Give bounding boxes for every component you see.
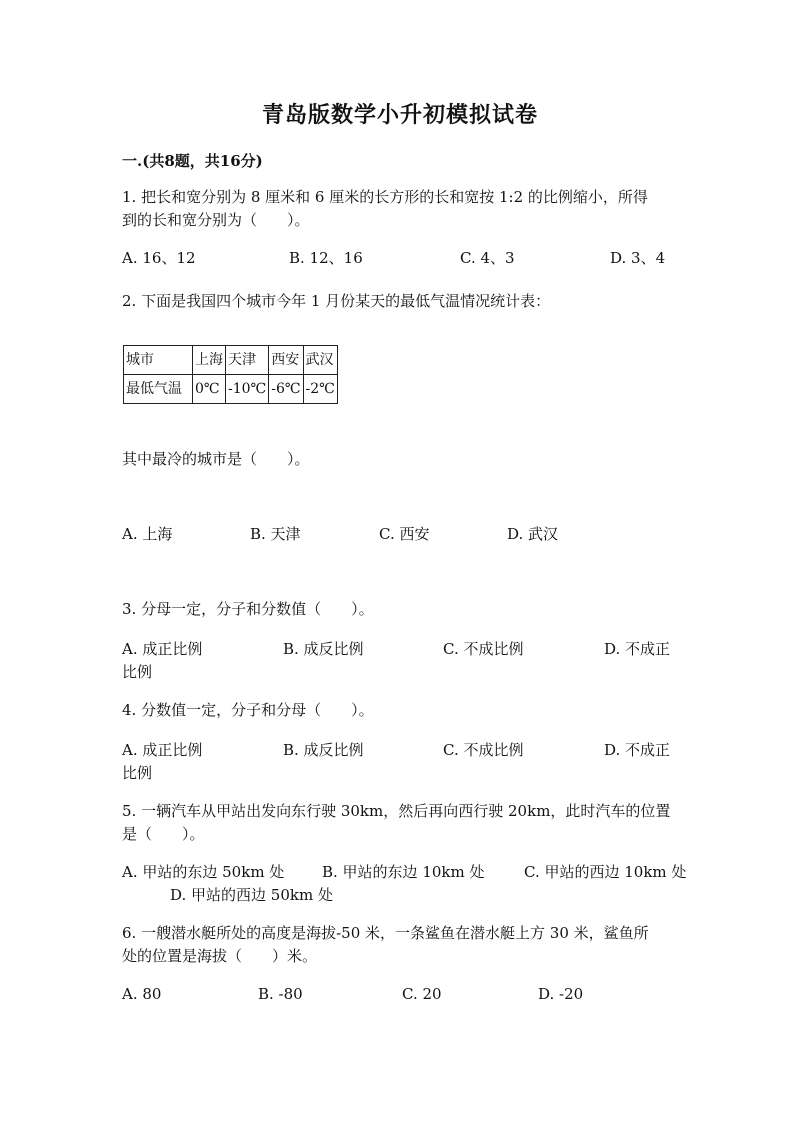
question-5-line-1: 5. 一辆汽车从甲站出发向东行驶 30km，然后再向西行驶 20km，此时汽车的位置 [122,802,671,820]
table-cell: 城市 [124,346,193,375]
question-3-option-d-wrap: 比例 [122,663,153,681]
question-1-option-a: A. 16、12 [122,249,196,267]
question-2-option-d: D. 武汉 [507,525,559,543]
question-5-option-b: B. 甲站的东边 10km 处 [322,863,485,881]
section-heading: 一.(共8题，共16分) [122,152,263,170]
table-cell: 天津 [226,346,269,375]
table-row [124,375,338,404]
temperature-table [123,345,338,404]
page-title: 青岛版数学小升初模拟试卷 [261,102,538,128]
question-5-line-2: 是（ ）。 [122,825,205,843]
question-6-option-a: A. 80 [122,985,162,1003]
question-3-line-1: 3. 分母一定，分子和分数值（ ）。 [122,600,374,618]
question-3-option-d: D. 不成正 [604,640,671,658]
question-1-option-b: B. 12、16 [289,249,363,267]
question-5-option-c: C. 甲站的西边 10km 处 [524,863,687,881]
question-6-line-2: 处的位置是海拔（ ）米。 [122,947,318,965]
question-2-option-c: C. 西安 [379,525,430,543]
question-2-option-a: A. 上海 [122,525,173,543]
table-cell: 最低气温 [124,375,193,404]
question-1-line-2: 到的长和宽分别为（ ）。 [122,211,310,229]
question-6-option-c: C. 20 [402,985,442,1003]
question-6-option-b: B. -80 [258,985,303,1003]
question-1-line-1: 1. 把长和宽分别为 8 厘米和 6 厘米的长方形的长和宽按 1:2 的比例缩小，所得 [122,188,648,206]
question-1-option-c: C. 4、3 [460,249,515,267]
table-cell: 上海 [193,346,226,375]
question-5-option-a: A. 甲站的东边 50km 处 [122,863,285,881]
question-3-option-c: C. 不成比例 [443,640,524,658]
table-cell: -6℃ [269,375,303,404]
table-cell: 武汉 [303,346,337,375]
table-cell: 0℃ [193,375,226,404]
table-header-row [124,346,338,375]
question-2-line-2: 其中最冷的城市是（ ）。 [122,450,310,468]
question-6-line-1: 6. 一艘潜水艇所处的高度是海拔-50 米，一条鲨鱼在潜水艇上方 30 米，鲨鱼所 [122,924,649,942]
table-cell: -2℃ [303,375,337,404]
question-4-option-d-wrap: 比例 [122,764,153,782]
question-4-line-1: 4. 分数值一定，分子和分母（ ）。 [122,701,374,719]
question-4-option-a: A. 成正比例 [122,741,203,759]
question-5-option-d: D. 甲站的西边 50km 处 [170,886,333,904]
question-1-option-d: D. 3、4 [610,249,666,267]
question-2-line-1: 2. 下面是我国四个城市今年 1 月份某天的最低气温情况统计表： [122,292,551,310]
question-4-option-b: B. 成反比例 [283,741,364,759]
question-4-option-c: C. 不成比例 [443,741,524,759]
table-cell: -10℃ [226,375,269,404]
question-2-option-b: B. 天津 [250,525,301,543]
question-4-option-d: D. 不成正 [604,741,671,759]
question-6-option-d: D. -20 [538,985,584,1003]
question-3-option-a: A. 成正比例 [122,640,203,658]
table-cell: 西安 [269,346,303,375]
question-3-option-b: B. 成反比例 [283,640,364,658]
